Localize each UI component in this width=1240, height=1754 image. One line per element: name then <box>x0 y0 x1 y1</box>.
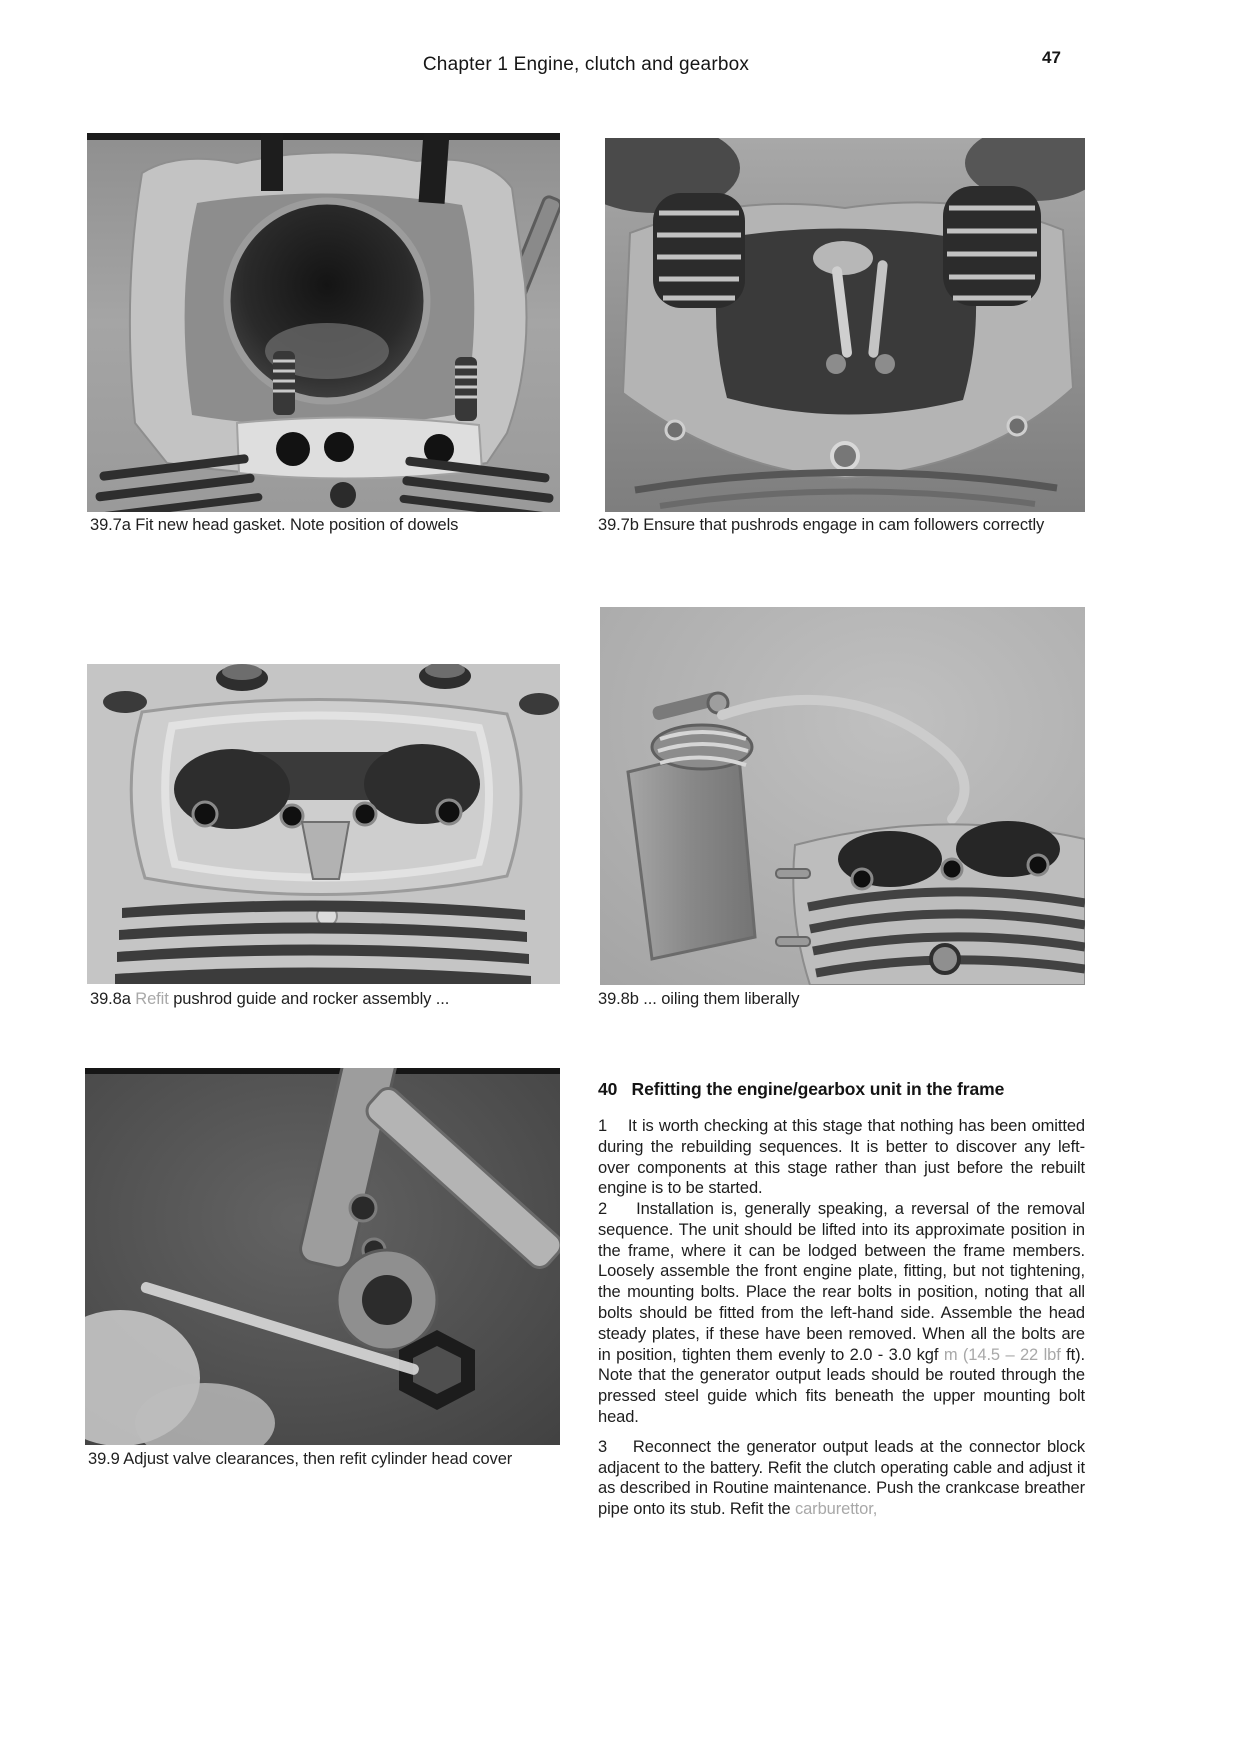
caption-39-8a: 39.8a Refit pushrod guide and rocker assembly ... <box>90 990 450 1008</box>
caption-39-9: 39.9 Adjust valve clearances, then refit cylinder head cover <box>88 1450 513 1468</box>
section-40-heading: 40 Refitting the engine/gearbox unit in the frame <box>598 1079 1005 1099</box>
photo-39-7a-art <box>87 133 560 512</box>
section-40 <box>598 1079 1085 1520</box>
valve-spring-left <box>653 193 745 308</box>
photo-39-7b-art <box>605 138 1085 512</box>
caption-39-7b: 39.7b Ensure that pushrods engage in cam followers correctly <box>598 516 1045 534</box>
caption-39-8b: 39.8b ... oiling them liberally <box>598 990 800 1008</box>
stud-with-spring-right <box>455 357 477 421</box>
photo-39-7a-cylinder-head-gasket <box>87 133 560 512</box>
photo-39-9-art <box>85 1068 560 1445</box>
photo-39-9-valve-adjustment <box>85 1068 560 1445</box>
valve-spring-right <box>943 186 1041 306</box>
caption-39-7a: 39.7a Fit new head gasket. Note position of dowels <box>90 516 459 534</box>
photo-39-8a-art <box>87 664 560 984</box>
cylinder-head-shape <box>776 821 1085 985</box>
photo-39-8b-art <box>600 607 1085 985</box>
section-40-paragraph-3: 3 Reconnect the generator output leads at the connector block adjacent to the battery. Refit the clutch operating cable and adjust it as described in Routine maintenance. Push the crankcase breather pipe onto its stub. Refit the carburettor, <box>598 1437 1085 1519</box>
page-number: 47 <box>1042 48 1061 67</box>
chapter-header: Chapter 1 Engine, clutch and gearbox <box>422 54 750 75</box>
photo-39-8a-rocker-assembly <box>87 664 560 984</box>
section-40-paragraph-1: 1 It is worth checking at this stage that nothing has been omitted during the rebuilding sequences. It is better to discover any left-over components at this stage rather than just before the rebuilt engine is to be started. <box>598 1117 1085 1198</box>
section-40-paragraph-2: 2 Installation is, generally speaking, a reversal of the removal sequence. The unit should be lifted into its approximate position in the frame, where it can be lodged between the frame members. Loosely assemble the front engine plate, fitting, but not tightening, the mounting bolts. Place the rear bolts in position, noting that all bolts should be fitted from the left-hand side. Assemble the head steady plates, if these have been removed. When all the bolts are in position, tighten them evenly to 2.0 - 3.0 kgf m (14.5 – 22 lbf ft). Note that the generator output leads should be routed through the pressed steel guide which fits beneath the upper mounting bolt head. <box>598 1200 1085 1426</box>
photo-39-7b-pushrods-cam-followers <box>605 138 1085 512</box>
stud-with-spring-left <box>273 351 295 415</box>
photo-39-8b-oil-can <box>600 607 1085 985</box>
